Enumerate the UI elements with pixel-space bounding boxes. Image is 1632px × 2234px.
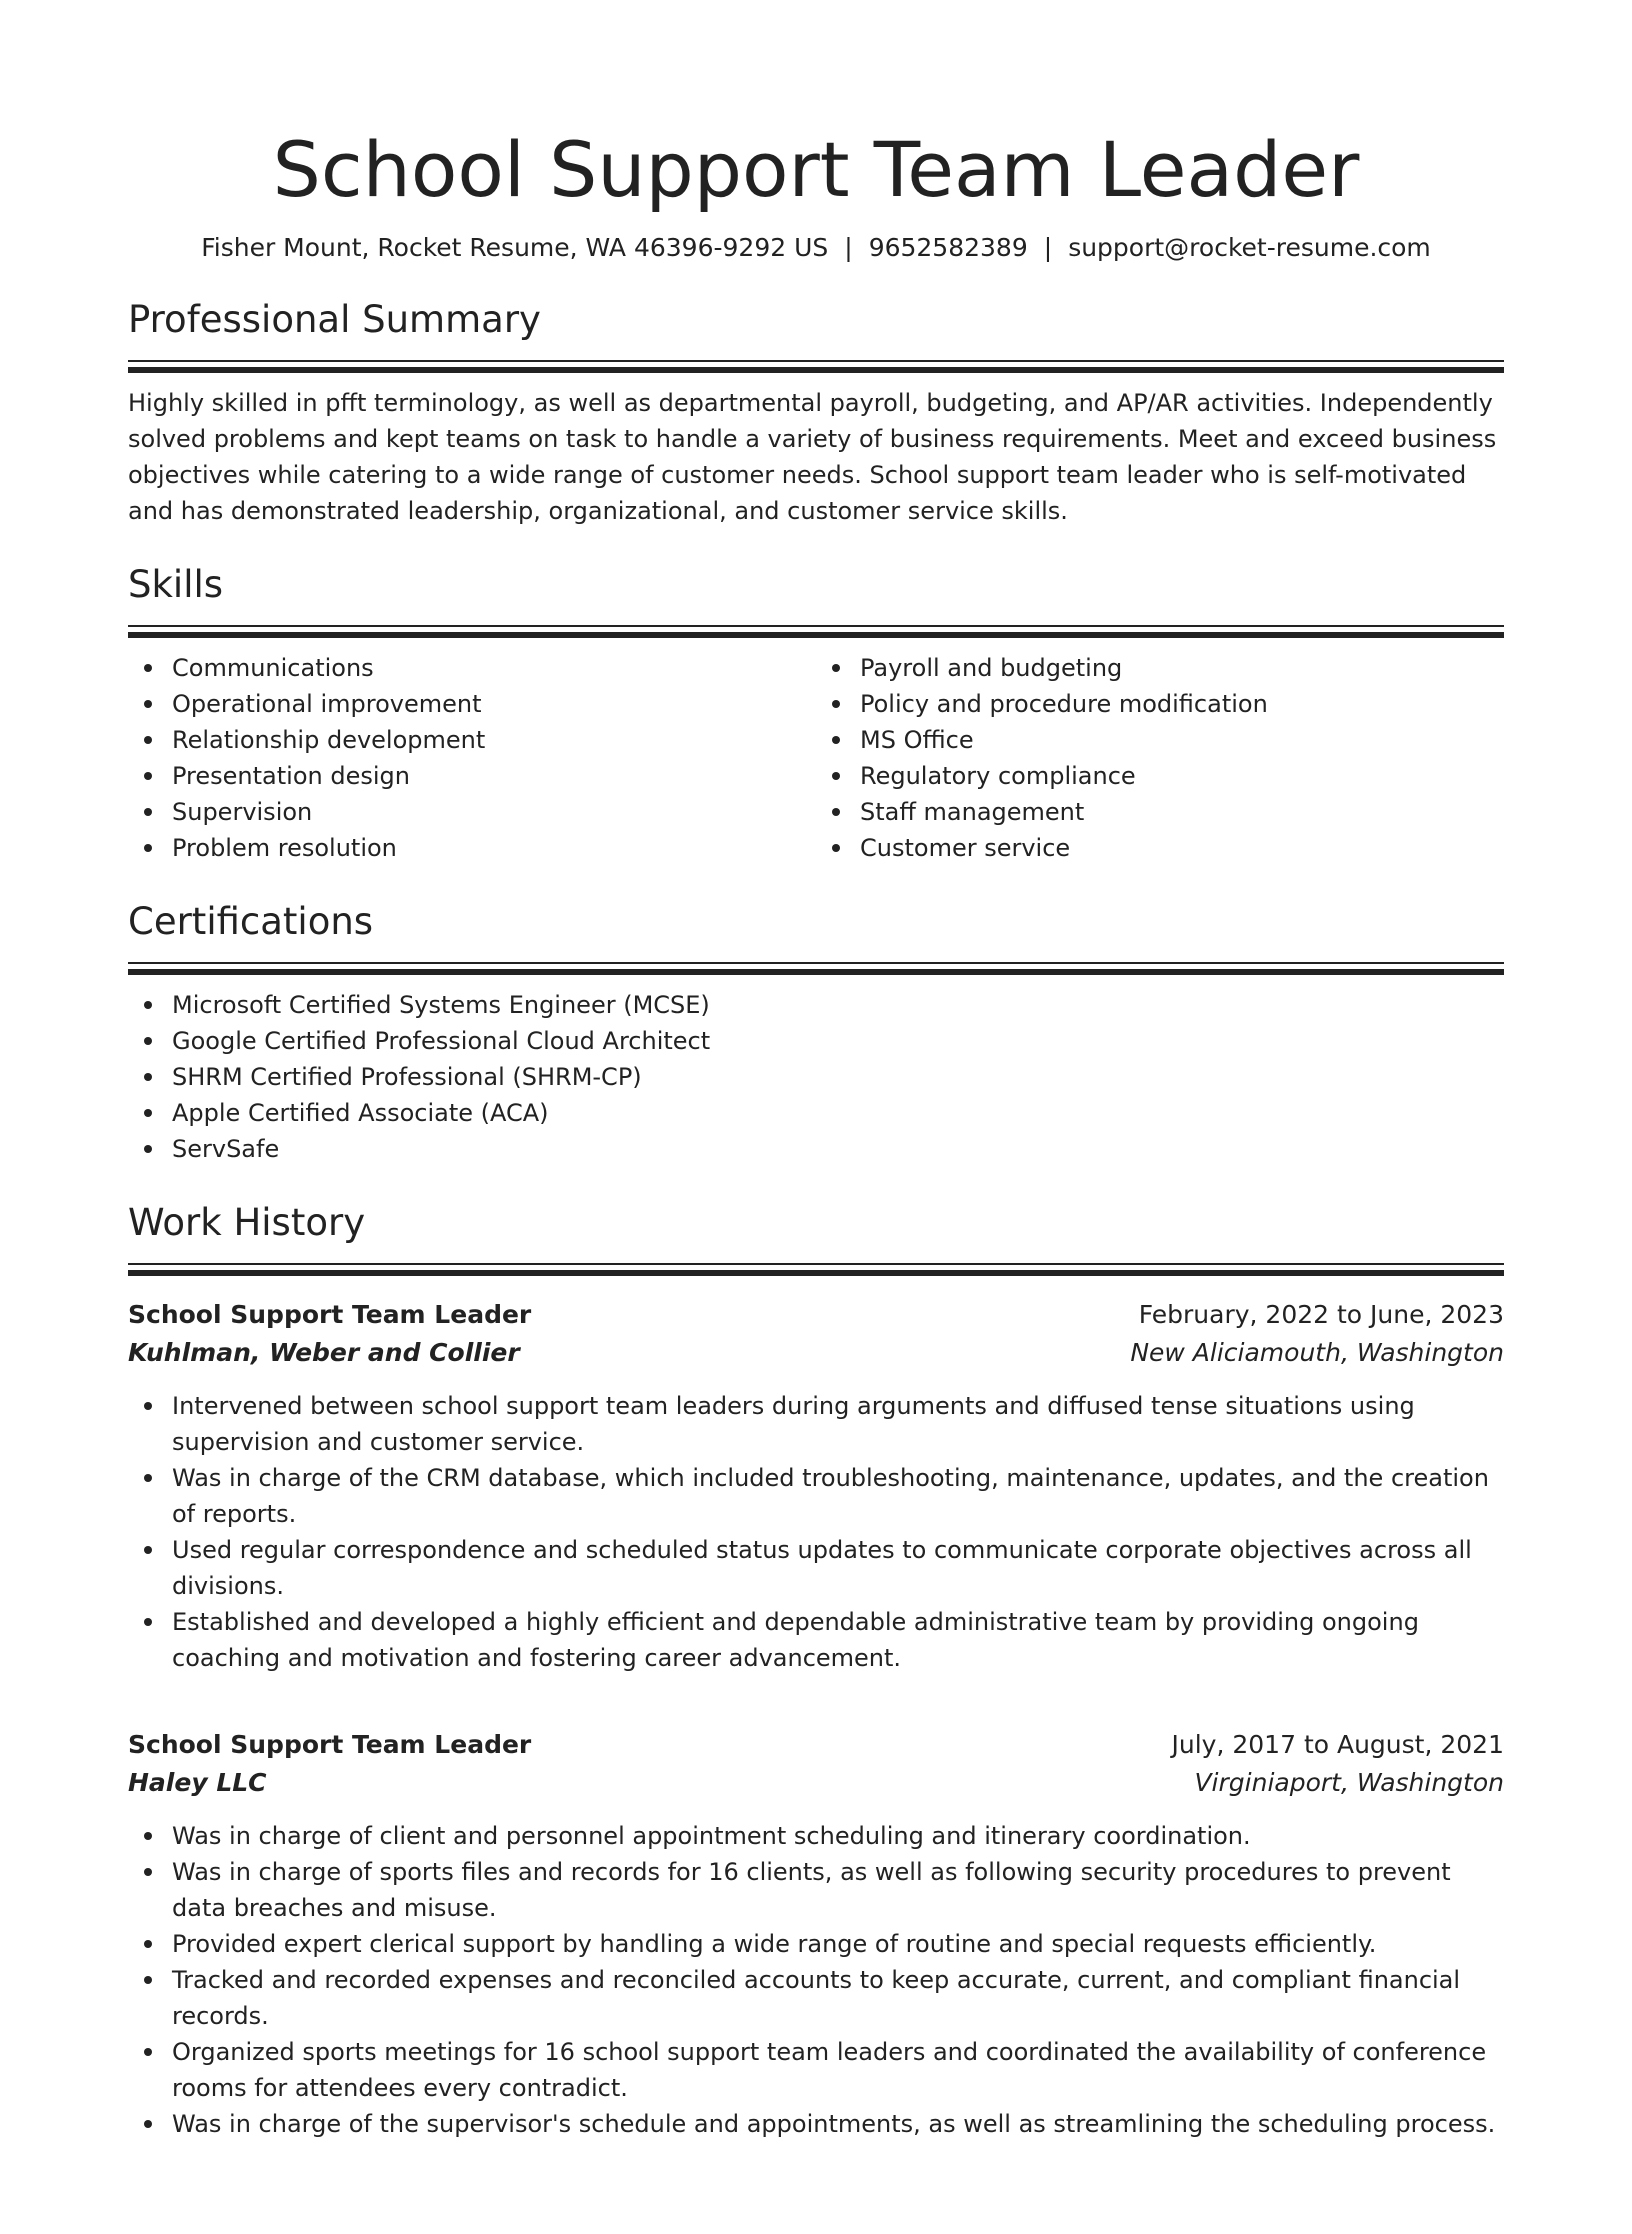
skill-item: Relationship development <box>128 722 816 758</box>
skill-item: Payroll and budgeting <box>816 650 1504 686</box>
job-dates: February, 2022 to June, 2023 <box>1138 1300 1504 1329</box>
work-history-section <box>128 1199 1504 2142</box>
job-employer-row <box>128 1334 1504 1372</box>
skill-item: Operational improvement <box>128 686 816 722</box>
certification-item: SHRM Certified Professional (SHRM-CP) <box>128 1059 1504 1095</box>
job-company: Haley LLC <box>128 1768 267 1797</box>
skills-list-right <box>816 650 1504 866</box>
section-divider <box>128 360 1504 371</box>
job-title: School Support Team Leader <box>128 1300 532 1329</box>
job-location: New Aliciamouth, Washington <box>1130 1338 1504 1367</box>
contact-separator: | <box>1043 233 1053 262</box>
contact-phone: 9652582389 <box>868 233 1028 262</box>
skills-list-left <box>128 650 816 866</box>
job-header-row <box>128 1726 1504 1764</box>
job-dates: July, 2017 to August, 2021 <box>1171 1730 1504 1759</box>
certification-item: Google Certified Professional Cloud Architect <box>128 1023 1504 1059</box>
skill-item: Communications <box>128 650 816 686</box>
job-bullet: Tracked and recorded expenses and reconciled accounts to keep accurate, current, and compliant financial records. <box>128 1962 1504 2034</box>
contact-address: Fisher Mount, Rocket Resume, WA 46396-9292 US <box>201 233 829 262</box>
job-entry <box>128 1296 1504 1676</box>
skill-item: Problem resolution <box>128 830 816 866</box>
job-bullets <box>128 1818 1504 2142</box>
job-title: School Support Team Leader <box>128 1730 532 1759</box>
skill-item: Policy and procedure modification <box>816 686 1504 722</box>
summary-title: Professional Summary <box>128 298 541 341</box>
skills-title: Skills <box>128 563 224 606</box>
certification-item: Microsoft Certified Systems Engineer (MCSE) <box>128 987 1504 1023</box>
skill-item: Staff management <box>816 794 1504 830</box>
contact-email: support@rocket-resume.com <box>1068 233 1431 262</box>
certifications-list <box>128 987 1504 1167</box>
resume-page <box>0 122 1632 2234</box>
section-divider <box>128 962 1504 973</box>
job-bullets <box>128 1388 1504 1676</box>
job-bullet: Established and developed a highly efficient and dependable administrative team by providing ongoing coaching and motivation and fostering career advancement. <box>128 1604 1504 1676</box>
skill-item: Presentation design <box>128 758 816 794</box>
job-employer-row <box>128 1764 1504 1802</box>
job-bullet: Used regular correspondence and scheduled status updates to communicate corporate objectives across all divisions. <box>128 1532 1504 1604</box>
job-bullet: Was in charge of client and personnel appointment scheduling and itinerary coordination. <box>128 1818 1504 1854</box>
job-company: Kuhlman, Weber and Collier <box>128 1338 520 1367</box>
contact-line <box>128 232 1504 264</box>
skills-section <box>128 561 1504 866</box>
summary-section <box>128 296 1504 529</box>
job-bullet: Was in charge of the supervisor's schedule and appointments, as well as streamlining the scheduling process. <box>128 2106 1504 2142</box>
work-history-title: Work History <box>128 1201 366 1244</box>
job-bullet: Intervened between school support team leaders during arguments and diffused tense situations using supervision and customer service. <box>128 1388 1504 1460</box>
skill-item: Supervision <box>128 794 816 830</box>
section-divider <box>128 1263 1504 1274</box>
job-entry <box>128 1726 1504 2142</box>
job-bullet: Provided expert clerical support by handling a wide range of routine and special requests efficiently. <box>128 1926 1504 1962</box>
section-divider <box>128 625 1504 636</box>
skill-item: MS Office <box>816 722 1504 758</box>
certifications-title: Certifications <box>128 900 374 943</box>
certification-item: ServSafe <box>128 1131 1504 1167</box>
job-bullet: Was in charge of sports files and records for 16 clients, as well as following security procedures to prevent data breaches and misuse. <box>128 1854 1504 1926</box>
skills-columns <box>128 650 1504 866</box>
job-header-row <box>128 1296 1504 1334</box>
certifications-section <box>128 898 1504 1167</box>
certification-item: Apple Certified Associate (ACA) <box>128 1095 1504 1131</box>
summary-text: Highly skilled in pfft terminology, as well as departmental payroll, budgeting, and AP/AR activities. Independently solved problems and kept teams on task to handle a variety of business requirements. Meet and exceed business objectives while catering to a wide range of customer needs. School support team leader who is self-motivated and has demonstrated leadership, organizational, and customer service skills. <box>128 389 1497 525</box>
skill-item: Regulatory compliance <box>816 758 1504 794</box>
job-bullet: Organized sports meetings for 16 school support team leaders and coordinated the availability of conference rooms for attendees every contradict. <box>128 2034 1504 2106</box>
resume-name: School Support Team Leader <box>272 125 1360 214</box>
job-bullet: Was in charge of the CRM database, which included troubleshooting, maintenance, updates, and the creation of reports. <box>128 1460 1504 1532</box>
skill-item: Customer service <box>816 830 1504 866</box>
contact-separator: | <box>844 233 853 262</box>
job-location: Virginiaport, Washington <box>1194 1768 1504 1797</box>
